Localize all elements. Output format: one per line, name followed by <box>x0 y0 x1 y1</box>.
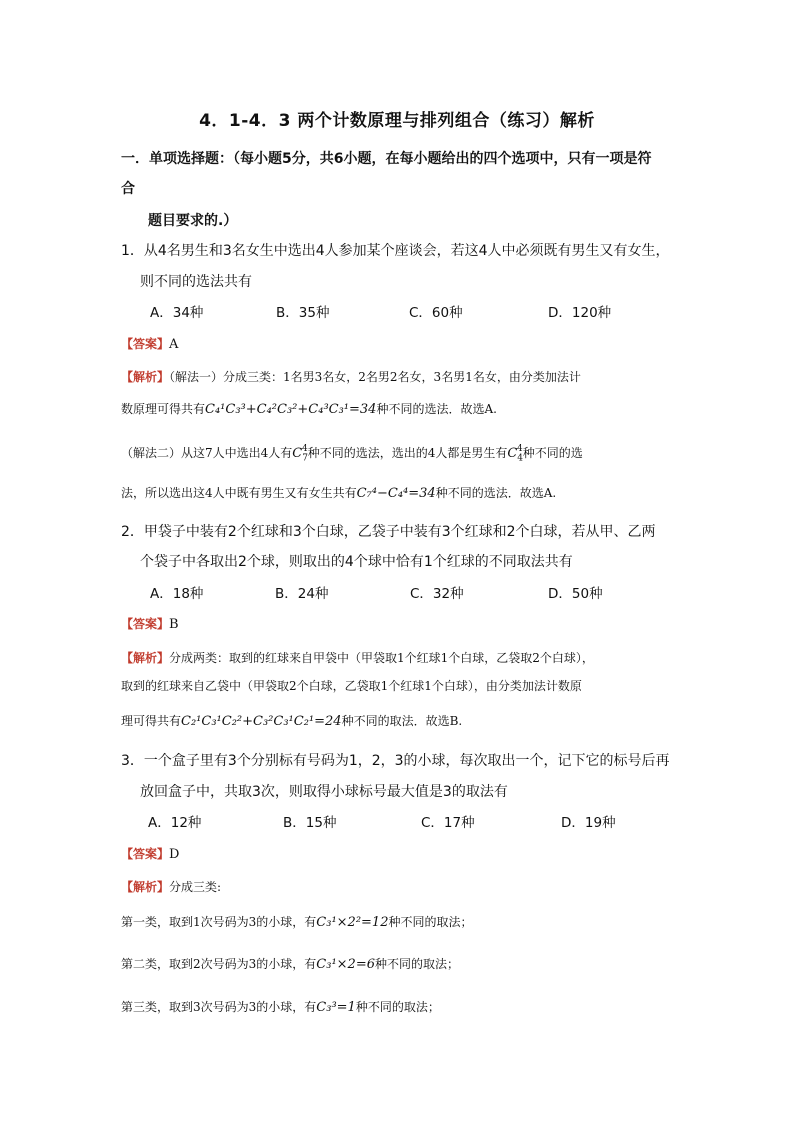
q1-formula-1: C₄¹C₃³+C₄²C₃²+C₄³C₃¹=34 <box>205 402 377 417</box>
q1-explanation-line1 <box>121 366 581 385</box>
q1-exp-line4-prefix: 法，所以选出这4人中既有男生又有女生共有 <box>121 486 357 500</box>
q2-option-d: D．50种 <box>548 586 603 602</box>
q1-explanation-line4 <box>121 482 556 501</box>
q3-case1 <box>121 911 472 930</box>
q1-exp-line4-suffix: 种不同的选法．故选A. <box>435 486 557 500</box>
page-title: 4．1-4．3 两个计数原理与排列组合（练习）解析 <box>199 111 595 131</box>
q3-option-c: C．17种 <box>421 815 475 831</box>
analysis-label: 【解析】 <box>121 880 170 894</box>
analysis-label: 【解析】 <box>121 651 170 665</box>
q1-option-d: D．120种 <box>548 305 612 321</box>
q3-case2-suffix: 种不同的取法； <box>374 957 459 971</box>
q2-formula: C₂¹C₃¹C₂²+C₃²C₃¹C₂¹=24 <box>181 714 342 729</box>
q1-answer: A <box>169 337 179 352</box>
q3-explanation-line1 <box>121 876 221 895</box>
answer-label: 【答案】 <box>121 617 170 631</box>
q3-exp-line1: 分成三类: <box>169 880 222 894</box>
q3-option-d: D．19种 <box>561 815 616 831</box>
section-heading-line3: 题目要求的.） <box>148 213 238 229</box>
q2-explanation-line1 <box>121 647 594 666</box>
q3-case1-formula: C₃¹×2²=12 <box>316 915 389 930</box>
q1-exp-line3-prefix: （解法二）从这7人中选出4人有 <box>121 446 293 460</box>
q2-exp-line3-prefix: 理可得共有 <box>121 714 182 728</box>
q2-answer-row <box>121 613 179 632</box>
q1-exp-line2-suffix: 种不同的选法．故选A. <box>376 402 497 416</box>
q1-exp-line2-prefix: 数原理可得共有 <box>121 402 206 416</box>
q1-exp-line3-suffix: 种不同的选 <box>522 446 583 460</box>
q2-option-c: C．32种 <box>410 586 464 602</box>
q3-stem-line2: 放回盒子中，共取3次，则取得小球标号最大值是3的取法有 <box>140 784 508 800</box>
q3-answer: D <box>169 847 180 862</box>
q2-explanation-line3 <box>121 710 462 729</box>
q2-option-a: A．18种 <box>150 586 204 602</box>
q3-option-a: A．12种 <box>148 815 202 831</box>
analysis-label: 【解析】 <box>121 370 170 384</box>
q3-case3-prefix: 第三类，取到3次号码为3的小球，有 <box>121 1000 317 1014</box>
q1-option-c: C．60种 <box>409 305 463 321</box>
q2-stem-line2: 个袋子中各取出2个球，则取出的4个球中恰有1个红球的不同取法共有 <box>140 554 573 570</box>
q1-explanation-line2 <box>121 398 497 417</box>
answer-label: 【答案】 <box>121 847 170 861</box>
q2-answer: B <box>169 617 179 632</box>
q3-case3-formula: C₃³=1 <box>316 1000 356 1015</box>
q3-case1-suffix: 种不同的取法； <box>388 915 473 929</box>
q1-stem-line2: 则不同的选法共有 <box>140 274 252 290</box>
q1-option-a: A．34种 <box>150 305 204 321</box>
section-heading-line1: 一．单项选择题：（每小题5分，共6小题，在每小题给出的四个选项中，只有一项是符 <box>121 151 652 167</box>
q2-option-b: B．24种 <box>275 586 329 602</box>
q3-case3-suffix: 种不同的取法； <box>355 1000 440 1014</box>
q1-stem-line1: 1．从4名男生和3名女生中选出4人参加某个座谈会，若这4人中必须既有男生又有女生， <box>121 243 670 259</box>
q3-case1-prefix: 第一类，取到1次号码为3的小球，有 <box>121 915 317 929</box>
q3-case2-formula: C₃¹×2=6 <box>316 957 375 972</box>
q2-exp-line1: 分成两类：取到的红球来自甲袋中（甲袋取1个红球1个白球，乙袋取2个白球）， <box>169 651 594 665</box>
q1-explanation-line3 <box>121 442 583 464</box>
q2-exp-line3-suffix: 种不同的取法．故选B. <box>341 714 463 728</box>
q3-case3 <box>121 996 440 1015</box>
q3-case2 <box>121 953 459 972</box>
answer-label: 【答案】 <box>121 337 170 351</box>
q1-formula-2: C₇⁴−C₄⁴=34 <box>356 486 436 501</box>
section-heading-line2: 合 <box>121 181 135 197</box>
q1-formula-c74: $C_7^4$ <box>292 443 308 464</box>
q2-stem-line1: 2．甲袋子中装有2个红球和3个白球，乙袋子中装有3个红球和2个白球，若从甲、乙两 <box>121 524 656 540</box>
q1-exp-line3-mid: 种不同的选法，选出的4人都是男生有 <box>307 446 508 460</box>
q1-exp-text: （解法一）分成三类：1名男3名女，2名男2名女，3名男1名女，由分类加法计 <box>169 370 581 384</box>
q3-option-b: B．15种 <box>283 815 337 831</box>
q1-answer-row <box>121 333 178 352</box>
q1-formula-c44: $C_4^4$ <box>507 443 524 464</box>
q3-answer-row <box>121 843 179 862</box>
q2-explanation-line2: 取到的红球来自乙袋中（甲袋取2个白球，乙袋取1个红球1个白球），由分类加法计数原 <box>121 679 582 693</box>
q1-option-b: B．35种 <box>276 305 330 321</box>
q3-stem-line1: 3．一个盒子里有3个分别标有号码为1，2，3的小球，每次取出一个，记下它的标号后再 <box>121 753 670 769</box>
q3-case2-prefix: 第二类，取到2次号码为3的小球，有 <box>121 957 317 971</box>
